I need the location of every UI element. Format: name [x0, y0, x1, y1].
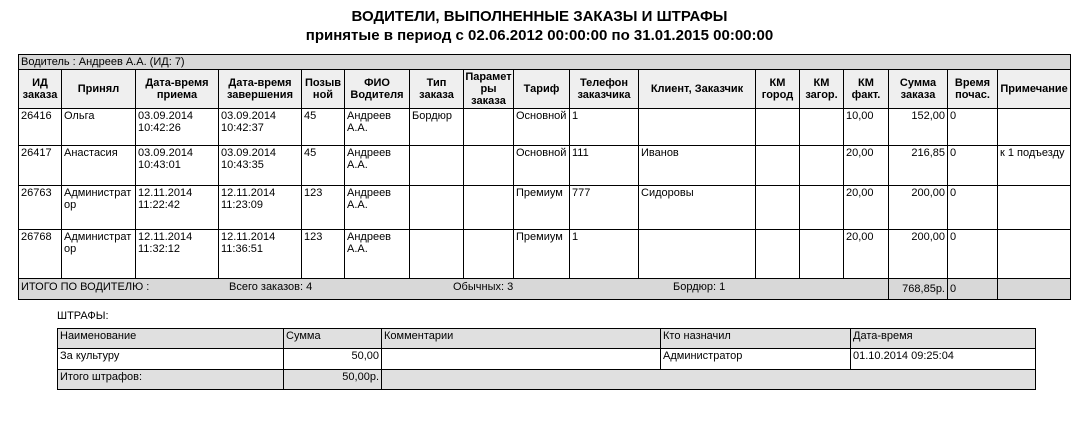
cell-order-sum: 152,00 [889, 108, 948, 145]
cell-km-actual: 10,00 [844, 108, 889, 145]
driver-summary-row [19, 278, 1071, 299]
col-finish-datetime: Дата-время завершения [219, 69, 302, 108]
fines-total-filler [382, 369, 1036, 389]
cell-km-actual: 20,00 [844, 145, 889, 185]
report-title-line2: принятые в период с 02.06.2012 00:00:00 по 31.01.2015 00:00:00 [305, 26, 774, 44]
cell-order-sum: 200,00 [889, 185, 948, 229]
cell-tariff: Основной [514, 108, 570, 145]
cell-callsign: 45 [302, 145, 345, 185]
cell-finish-datetime: 03.09.2014 10:43:35 [219, 145, 302, 185]
cell-order-sum: 200,00 [889, 229, 948, 278]
fines-header-row [58, 328, 1036, 348]
cell-note [998, 229, 1071, 278]
summary-total-sum: 768,85р. [889, 278, 948, 299]
col-order-sum: Сумма заказа [889, 69, 948, 108]
orders-header-row [19, 69, 1071, 108]
cell-accept-datetime: 03.09.2014 10:42:26 [136, 108, 219, 145]
cell-accepted-by: Администратор [62, 229, 136, 278]
cell-note [998, 108, 1071, 145]
report-title-line1: ВОДИТЕЛИ, ВЫПОЛНЕННЫЕ ЗАКАЗЫ И ШТРАФЫ [351, 8, 728, 25]
cell-km-suburb [800, 229, 844, 278]
cell-client: Иванов [639, 145, 756, 185]
cell-customer-phone: 777 [570, 185, 639, 229]
cell-order-id: 26417 [19, 145, 62, 185]
col-order-id: ИД заказа [19, 69, 62, 108]
order-row [19, 185, 1071, 229]
orders-table [18, 54, 1071, 300]
col-hourly-time: Время почас. [948, 69, 998, 108]
cell-order-id: 26416 [19, 108, 62, 145]
cell-accept-datetime: 03.09.2014 10:43:01 [136, 145, 219, 185]
fine-sum: 50,00 [284, 348, 382, 369]
cell-tariff: Основной [514, 145, 570, 185]
cell-order-id: 26763 [19, 185, 62, 229]
cell-note [998, 185, 1071, 229]
cell-order-params [464, 185, 514, 229]
cell-client [639, 229, 756, 278]
fines-col-sum: Сумма [284, 328, 382, 348]
col-order-params: Параметры заказа [465, 70, 512, 107]
cell-accepted-by: Ольга [62, 108, 136, 145]
cell-order-type [410, 145, 464, 185]
cell-order-sum: 216,85 [889, 145, 948, 185]
fines-col-name: Наименование [58, 328, 284, 348]
cell-order-params [464, 229, 514, 278]
fines-col-datetime: Дата-время [851, 328, 1036, 348]
cell-km-suburb [800, 185, 844, 229]
cell-km-city [756, 145, 800, 185]
col-order-type: Тип заказа [410, 69, 464, 108]
col-km-actual: КМ факт. [844, 69, 889, 108]
cell-callsign: 45 [302, 108, 345, 145]
driver-summary-cell [19, 278, 889, 299]
fine-assigned-by: Администратор [661, 348, 851, 369]
cell-hourly-time: 0 [948, 229, 998, 278]
cell-accepted-by: Администратор [62, 185, 136, 229]
cell-note: к 1 подъезду [998, 145, 1071, 185]
summary-border-orders: Бордюр: 1 [673, 280, 726, 293]
cell-accept-datetime: 12.11.2014 11:22:42 [136, 185, 219, 229]
cell-driver-name: Андреев А.А. [345, 185, 410, 229]
col-accept-datetime: Дата-время приема [136, 69, 219, 108]
cell-hourly-time: 0 [948, 145, 998, 185]
cell-finish-datetime: 03.09.2014 10:42:37 [219, 108, 302, 145]
order-row [19, 229, 1071, 278]
cell-accepted-by: Анастасия [62, 145, 136, 185]
cell-client [639, 108, 756, 145]
driver-group-row [19, 54, 1071, 69]
cell-order-params [464, 145, 514, 185]
fines-table [57, 328, 1036, 390]
col-callsign: Позывной [302, 69, 345, 108]
cell-callsign: 123 [302, 185, 345, 229]
cell-accept-datetime: 12.11.2014 11:32:12 [136, 229, 219, 278]
fines-col-assigned-by: Кто назначил [661, 328, 851, 348]
cell-order-type: Бордюр [410, 108, 464, 145]
col-driver-name: ФИО Водителя [345, 69, 410, 108]
cell-finish-datetime: 12.11.2014 11:23:09 [219, 185, 302, 229]
cell-km-suburb [800, 108, 844, 145]
cell-order-type [410, 185, 464, 229]
col-km-city: КМ город [756, 69, 800, 108]
cell-customer-phone: 111 [570, 145, 639, 185]
col-client: Клиент, Заказчик [639, 69, 756, 108]
cell-order-id: 26768 [19, 229, 62, 278]
summary-regular-orders: Обычных: 3 [453, 280, 514, 293]
cell-callsign: 123 [302, 229, 345, 278]
cell-driver-name: Андреев А.А. [345, 229, 410, 278]
cell-driver-name: Андреев А.А. [345, 145, 410, 185]
fine-datetime: 01.10.2014 09:25:04 [851, 348, 1036, 369]
cell-hourly-time: 0 [948, 185, 998, 229]
fine-comments [382, 348, 661, 369]
report-title [0, 8, 1079, 46]
cell-km-city [756, 185, 800, 229]
summary-label: ИТОГО ПО ВОДИТЕЛЮ : [21, 280, 150, 293]
col-note: Примечание [998, 69, 1071, 108]
cell-km-suburb [800, 145, 844, 185]
summary-note [998, 278, 1071, 299]
fine-row [58, 348, 1036, 369]
fines-total-row [58, 369, 1036, 389]
fines-total-value: 50,00р. [284, 369, 382, 389]
cell-km-actual: 20,00 [844, 229, 889, 278]
fines-total-label: Итого штрафов: [58, 369, 284, 389]
cell-driver-name: Андреев А.А. [345, 108, 410, 145]
fines-section-label: ШТРАФЫ: [57, 309, 109, 322]
col-km-suburb: КМ загор. [800, 69, 844, 108]
cell-hourly-time: 0 [948, 108, 998, 145]
fine-name: За культуру [58, 348, 284, 369]
col-accepted-by: Принял [62, 69, 136, 108]
cell-km-city [756, 108, 800, 145]
col-tariff: Тариф [514, 69, 570, 108]
fines-col-comments: Комментарии [382, 328, 661, 348]
cell-customer-phone: 1 [570, 229, 639, 278]
order-row [19, 145, 1071, 185]
cell-km-actual: 20,00 [844, 185, 889, 229]
cell-tariff: Премиум [514, 185, 570, 229]
cell-km-city [756, 229, 800, 278]
col-customer-phone: Телефон заказчика [570, 69, 639, 108]
cell-finish-datetime: 12.11.2014 11:36:51 [219, 229, 302, 278]
cell-customer-phone: 1 [570, 108, 639, 145]
order-row [19, 108, 1071, 145]
summary-hourly-time: 0 [948, 278, 998, 299]
cell-order-params [464, 108, 514, 145]
driver-group-label: Водитель : Андреев А.А. (ИД: 7) [19, 54, 1071, 69]
cell-order-type [410, 229, 464, 278]
cell-client: Сидоровы [639, 185, 756, 229]
cell-tariff: Премиум [514, 229, 570, 278]
summary-total-orders: Всего заказов: 4 [229, 280, 313, 293]
